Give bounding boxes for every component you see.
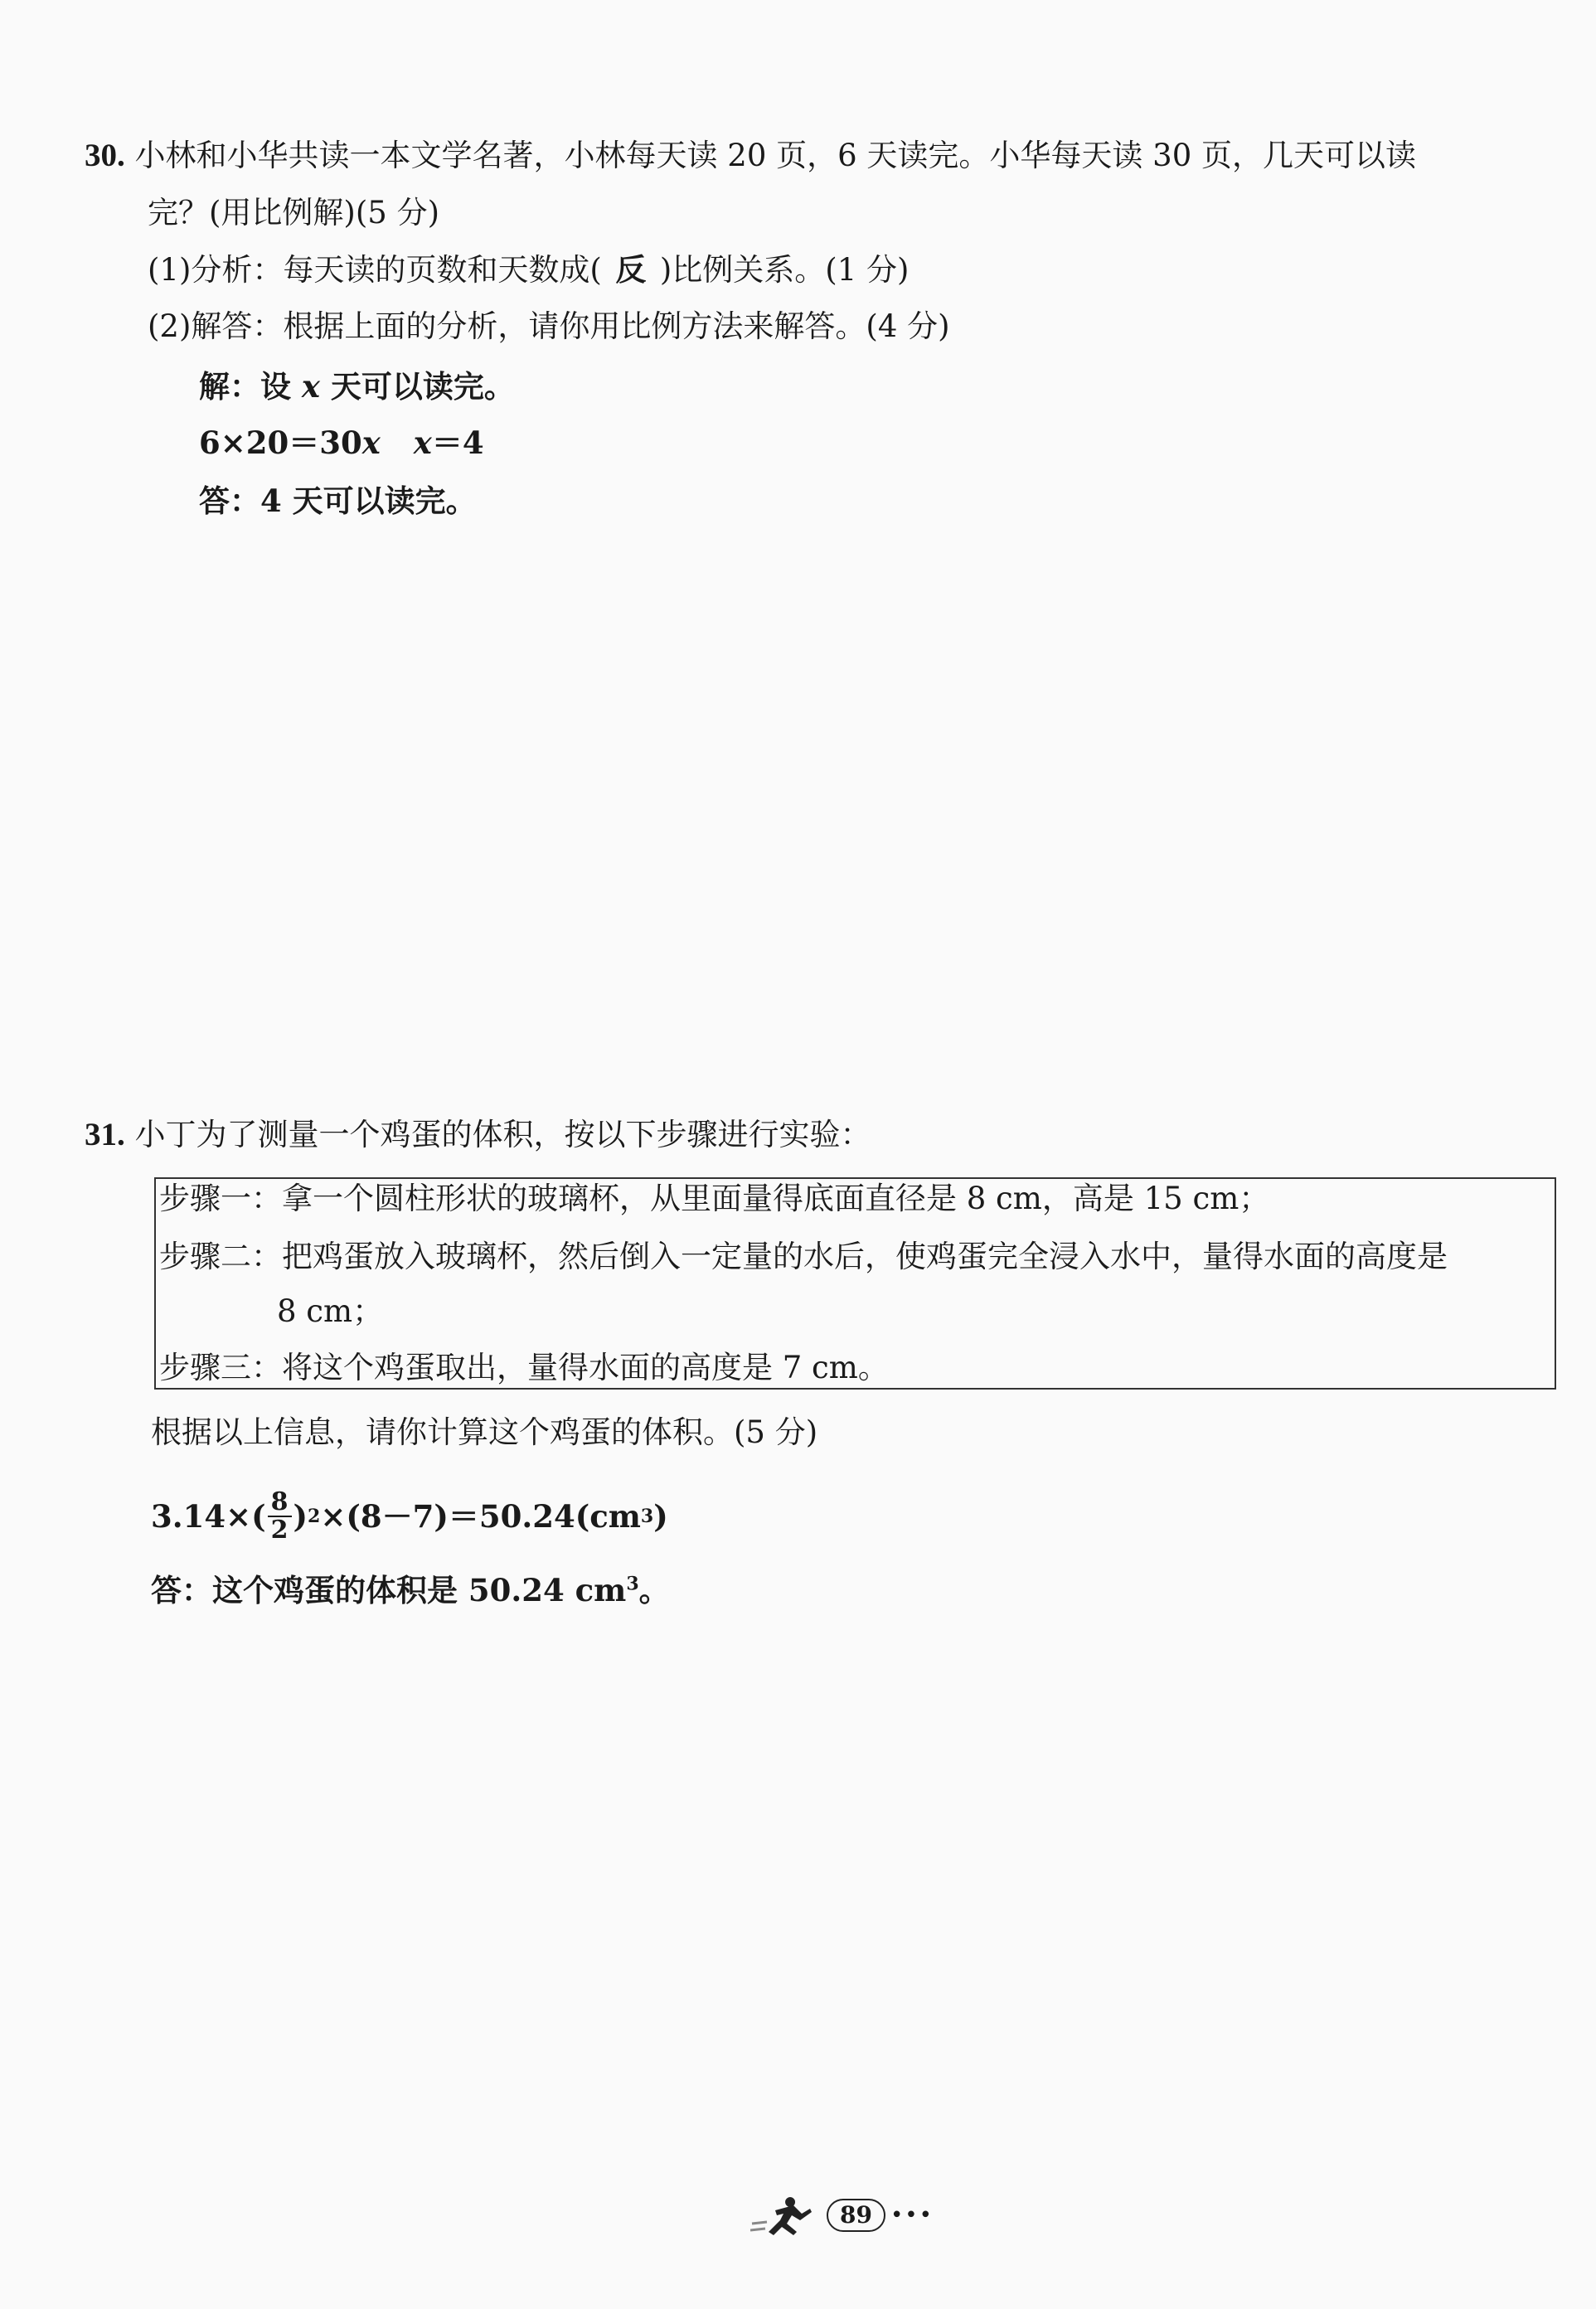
q31-intro-line (85, 1115, 871, 1155)
page-dots: ••• (890, 2203, 934, 2228)
q31-calc-fraction (268, 1489, 292, 1544)
q30-sol1-var: x (301, 368, 320, 405)
q30-sol1-b: 天可以读完。 (319, 368, 515, 405)
q31-calc-denominator: 2 (270, 1516, 289, 1545)
q30-solution-line1 (199, 366, 515, 406)
q31-question: 根据以上信息，请你计算这个鸡蛋的体积。(5 分) (151, 1414, 818, 1450)
q30-part1-suffix: )比例关系。(1 分) (659, 252, 910, 288)
q30-sol2-var1: x (361, 424, 381, 461)
q31-calc-a: 3.14×( (151, 1498, 266, 1535)
q31-step1: 步骤一：拿一个圆柱形状的玻璃杯，从里面量得底面直径是 8 cm，高是 15 cm； (159, 1181, 1270, 1216)
q31-calc-d: ) (653, 1498, 668, 1535)
q30-solution-line2 (199, 423, 484, 463)
q31-answer (151, 1570, 670, 1610)
q31-steps-box (154, 1177, 1556, 1390)
q30-sol2-b: ＝4 (431, 424, 484, 461)
page-footer (750, 2190, 934, 2240)
q30-number: 30. (85, 138, 125, 173)
q30-sol2-a: 6×20＝30 (199, 424, 362, 461)
q31-step3: 步骤三：将这个鸡蛋取出，量得水面的高度是 7 cm。 (159, 1350, 889, 1385)
q31-intro: 小丁为了测量一个鸡蛋的体积，按以下步骤进行实验： (134, 1117, 871, 1152)
q30-part1-answer: 反 (615, 251, 647, 288)
q30-sol2-var2: x (413, 424, 432, 461)
q30-line1 (85, 136, 1416, 176)
q31-calc-b: ) (293, 1498, 308, 1535)
q31-answer-exponent: 3 (626, 1573, 639, 1595)
q30-solution-line3: 答：4 天可以读完。 (199, 483, 477, 519)
q31-answer-b: 。 (638, 1572, 670, 1608)
q31-calc-numerator: 8 (268, 1489, 292, 1517)
runner-logo-icon (750, 2190, 822, 2240)
q31-answer-a: 答：这个鸡蛋的体积是 50.24 cm (151, 1572, 627, 1608)
q30-part1-prefix: (1)分析：每天读的页数和天数成( (148, 252, 602, 288)
q30-text-line1: 小林和小华共读一本文学名著，小林每天读 20 页，6 天读完。小华每天读 30 页，几天可以读 (134, 138, 1417, 173)
q31-number: 31. (85, 1117, 125, 1152)
q31-calc-c: ×(8－7)＝50.24(cm (320, 1498, 641, 1535)
q30-part1 (148, 250, 909, 290)
q30-sol1-a: 解：设 (199, 368, 302, 405)
q31-step2-line1: 步骤二：把鸡蛋放入玻璃杯，然后倒入一定量的水后，使鸡蛋完全浸入水中，量得水面的高度是 (159, 1239, 1448, 1274)
q30-part2: (2)解答：根据上面的分析，请你用比例方法来解答。(4 分) (148, 308, 950, 344)
q30-text-line2: 完？(用比例解)(5 分) (148, 195, 440, 230)
q31-step2-line2: 8 cm； (277, 1293, 384, 1329)
page-number: 89 (827, 2199, 885, 2232)
q31-calculation: 3.14×( $\frac{8}{2}$ ) 2 ×(8－7)＝50.24(cm 3 ) (151, 1487, 668, 1545)
